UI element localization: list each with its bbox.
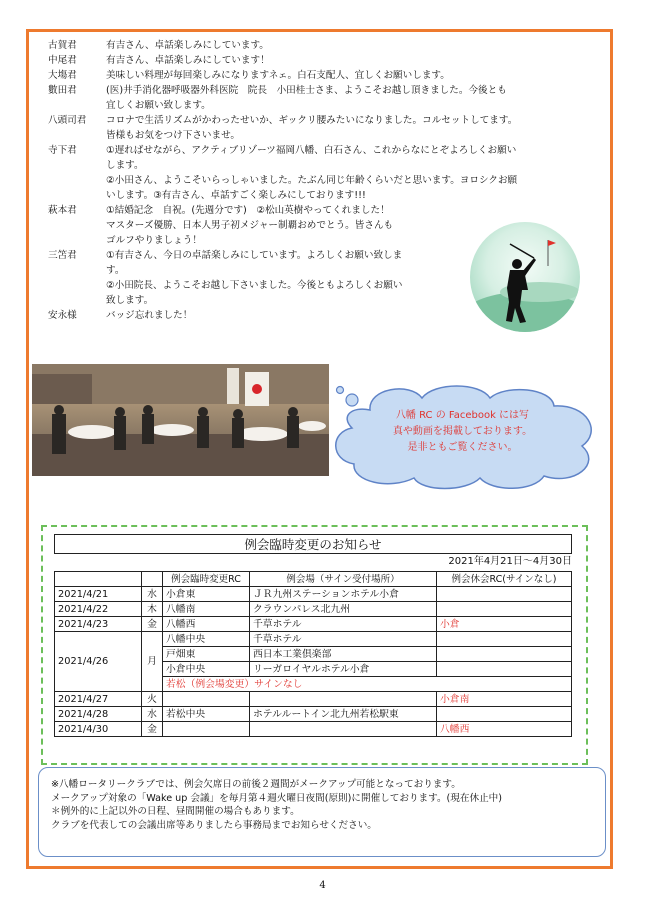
message-line: ②小田院長、ようこそお越し下さいました。今後ともよろしくお願い [106, 280, 403, 291]
schedule-table [54, 571, 572, 737]
member-name: 中尾君 [48, 55, 77, 66]
row-day: 火 [142, 692, 163, 707]
row-rc: 八幡中央 [163, 632, 250, 647]
message-line: ①遅ればせながら、アクティブリゾーツ福岡八幡、白石さん、これからなにとぞよろしくお願い [106, 145, 517, 156]
footnote-line: クラブを代表しての会議出席等ありましたら事務局までお知らせください。 [51, 819, 377, 831]
page-number: 4 [319, 880, 326, 891]
facebook-notice-line: 真や動画を掲載しております。 [392, 426, 533, 437]
row-date: 2021/4/28 [55, 707, 142, 722]
message-line: します。 [106, 160, 144, 171]
message-line: 有吉さん、卓話楽しみにしています。 [106, 40, 269, 51]
makeup-footnote [38, 767, 606, 857]
schedule-title: 例会臨時変更のお知らせ [54, 534, 572, 554]
row-date: 2021/4/23 [55, 617, 142, 632]
message-item [48, 68, 608, 83]
message-item [48, 83, 608, 113]
member-name: 古賀君 [48, 40, 77, 51]
message-item [48, 53, 608, 68]
facebook-notice [360, 408, 565, 456]
row-day: 木 [142, 602, 163, 617]
footnote-line: ＊例外的に上記以外の日程、昼間開催の場合もあります。 [51, 806, 300, 817]
row-off [437, 632, 572, 647]
row-off: 小倉南 [437, 692, 572, 707]
message-item [48, 143, 608, 203]
row-venue [250, 692, 437, 707]
message-line: ②小田さん、ようこそいらっしゃいました。たぶん同じ年齢くらいだと思います。ヨロシクお願 [106, 175, 518, 186]
table-row [55, 722, 572, 737]
message-line: 美味しい料理が毎回楽しみになりますネェ。白石支配人、宜しくお願いします。 [106, 70, 450, 81]
row-rc: 八幡南 [163, 602, 250, 617]
row-rc: 若松中央 [163, 707, 250, 722]
member-name: 數田君 [48, 85, 77, 96]
member-name: 八頭司君 [48, 115, 87, 126]
message-line: (医)井手消化器呼吸器外科医院 院長 小田桂士さま、ようこそお越し頂きました。今後とも [106, 85, 507, 96]
message-line: いします。③有吉さん、卓話すごく楽しみにしております!!! [106, 190, 366, 201]
row-date: 2021/4/22 [55, 602, 142, 617]
row-venue: 千草ホテル [250, 632, 437, 647]
schedule-date-range: 2021年4月21日～4月30日 [448, 556, 572, 567]
table-row [55, 587, 572, 602]
table-row [55, 617, 572, 632]
row-off: 小倉 [437, 617, 572, 632]
row-rc: 八幡西 [163, 617, 250, 632]
row-rc: 戸畑東 [163, 647, 250, 662]
row-off [437, 602, 572, 617]
row-venue [250, 722, 437, 737]
row-day: 水 [142, 587, 163, 602]
message-line: 宜しくお願い致します。 [106, 100, 211, 111]
row-day: 水 [142, 707, 163, 722]
message-line: ゴルフやりましょう！ [106, 235, 202, 246]
footnote-line: メークアップ対象の「Wake up 会議」を毎月第４週火曜日夜間(原則)に開催しております。(現在休止中) [51, 792, 503, 804]
header-venue: 例会場（サイン受付場所） [250, 572, 437, 587]
member-name: 萩本君 [48, 205, 77, 216]
facebook-notice-line: 是非ともご覧ください。 [407, 442, 518, 453]
header-off: 例会休会RC(サインなし) [437, 572, 572, 587]
row-venue: クラウンパレス北九州 [250, 602, 437, 617]
row-day: 月 [142, 632, 163, 692]
table-row [55, 707, 572, 722]
table-row [55, 632, 572, 647]
facebook-notice-line: 八幡 RC の Facebook には写 [395, 410, 530, 421]
member-name: 大塲君 [48, 70, 77, 81]
row-date: 2021/4/30 [55, 722, 142, 737]
table-header-row [55, 572, 572, 587]
golfer-illustration [470, 222, 580, 332]
message-line: マスターズ優勝、日本人男子初メジャー制覇おめでとう。皆さんも [106, 220, 394, 231]
row-off [437, 662, 572, 677]
member-name: 安永様 [48, 310, 77, 321]
row-off [437, 707, 572, 722]
row-venue: 千草ホテル [250, 617, 437, 632]
message-line: 有吉さん、卓話楽しみにしています！ [106, 55, 270, 66]
table-row [55, 692, 572, 707]
row-rc [163, 692, 250, 707]
message-line: ①結婚記念 自祝。(先週分です) ②松山英樹やってくれました！ [106, 205, 390, 216]
message-line: コロナで生活リズムがかわったせいか、ギックリ腰みたいになりました。コルセットしてます。 [106, 115, 518, 126]
row-date: 2021/4/21 [55, 587, 142, 602]
row-venue: リーガロイヤルホテル小倉 [250, 662, 437, 677]
row-note: 若松（例会場変更）サインなし [163, 677, 572, 692]
row-day: 金 [142, 722, 163, 737]
row-rc: 小倉中央 [163, 662, 250, 677]
header-rc: 例会臨時変更RC [163, 572, 250, 587]
member-name: 三笘君 [48, 250, 77, 261]
row-date: 2021/4/27 [55, 692, 142, 707]
message-line: す。 [106, 265, 125, 276]
footnote-line: ※八幡ロータリークラブでは、例会欠席日の前後２週間がメークアップ可能となっております。 [51, 779, 461, 790]
meeting-photo [32, 364, 329, 476]
row-date: 2021/4/26 [55, 632, 142, 692]
row-day: 金 [142, 617, 163, 632]
table-row [55, 602, 572, 617]
message-line: ①有吉さん、今日の卓話楽しみにしています。よろしくお願い致しま [106, 250, 403, 261]
row-off [437, 587, 572, 602]
row-off [437, 647, 572, 662]
message-line: 皆様もお気をつけ下さいませ。 [106, 130, 241, 141]
row-venue: 西日本工業倶楽部 [250, 647, 437, 662]
row-off: 八幡西 [437, 722, 572, 737]
message-item [48, 38, 608, 53]
row-rc: 小倉東 [163, 587, 250, 602]
message-line: 致します。 [106, 295, 154, 306]
message-line: バッジ忘れました！ [106, 310, 193, 321]
row-venue: ＪＲ九州ステーションホテル小倉 [250, 587, 437, 602]
row-rc [163, 722, 250, 737]
row-venue: ホテルルートイン北九州若松駅東 [250, 707, 437, 722]
member-name: 寺下君 [48, 145, 77, 156]
message-item [48, 113, 608, 143]
